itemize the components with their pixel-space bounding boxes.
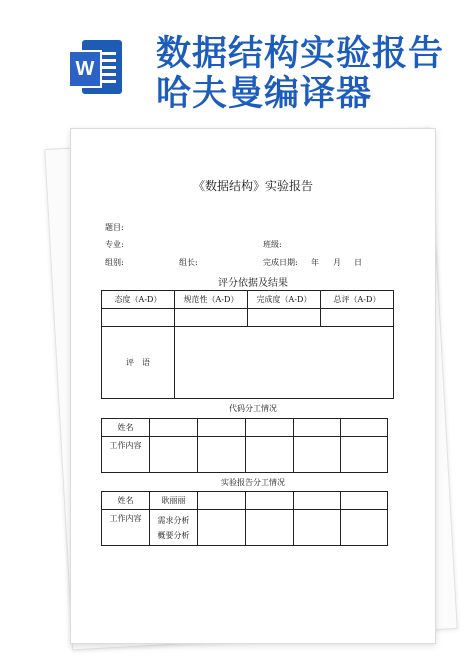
eval-header-standard: 规范性（A-D） (175, 291, 248, 309)
field-class: 班级: (263, 240, 282, 249)
code-name-label: 姓名 (102, 419, 150, 437)
field-group: 组别: (105, 258, 124, 267)
eval-header-completion: 完成度（A-D） (248, 291, 321, 309)
evaluation-table (101, 290, 394, 399)
report-division-table (101, 491, 388, 546)
code-cell (150, 437, 198, 473)
document-title: 《数据结构》实验报告 (192, 179, 313, 193)
eval-section-title: 评分依据及结果 (218, 278, 288, 289)
field-topic: 题目: (105, 223, 124, 232)
report-name-1: 耿丽丽 (150, 492, 198, 510)
code-work-label: 工作内容 (102, 437, 150, 473)
report-work-1-line1: 需求分析 (157, 515, 190, 525)
field-year: 年 (311, 258, 319, 267)
field-month: 月 (333, 258, 341, 267)
eval-cell (248, 309, 321, 327)
comment-cell (175, 327, 394, 399)
report-work-1 (150, 510, 198, 546)
report-cell (341, 510, 388, 546)
table-row (102, 510, 388, 546)
eval-cell (102, 309, 175, 327)
table-row (102, 327, 394, 399)
code-cell (198, 437, 246, 473)
table-row (102, 309, 394, 327)
report-work-1-line2: 概要分析 (157, 530, 190, 540)
header-title: 数据结构实验报告 (156, 33, 445, 74)
report-cell (198, 510, 246, 546)
header-subtitle: 哈夫曼编译器 (156, 73, 373, 114)
eval-header-overall: 总评（A-D） (321, 291, 394, 309)
table-row (102, 419, 388, 437)
code-cell (294, 437, 341, 473)
report-cell (341, 492, 388, 510)
field-date: 完成日期: (263, 258, 298, 267)
document-page (70, 128, 436, 644)
report-cell (294, 510, 341, 546)
code-section-title: 代码分工情况 (229, 404, 277, 413)
word-badge: W (68, 50, 102, 88)
code-cell (341, 437, 388, 473)
report-section-title: 实验报告分工情况 (221, 478, 285, 487)
code-cell (198, 419, 246, 437)
word-icon (68, 40, 124, 96)
field-leader: 组长: (179, 258, 198, 267)
table-row (102, 291, 394, 309)
report-cell (246, 492, 294, 510)
report-name-label: 姓名 (102, 492, 150, 510)
field-major: 专业: (105, 240, 124, 249)
code-cell (246, 419, 294, 437)
table-row (102, 437, 388, 473)
report-cell (294, 492, 341, 510)
field-day: 日 (354, 258, 362, 267)
comment-label: 评 语 (102, 327, 175, 399)
table-row (102, 492, 388, 510)
report-work-label: 工作内容 (102, 510, 150, 546)
eval-cell (321, 309, 394, 327)
code-division-table (101, 418, 388, 473)
eval-cell (175, 309, 248, 327)
code-cell (341, 419, 388, 437)
report-cell (246, 510, 294, 546)
report-cell (198, 492, 246, 510)
eval-header-attitude: 态度（A-D） (102, 291, 175, 309)
code-cell (150, 419, 198, 437)
code-cell (294, 419, 341, 437)
code-cell (246, 437, 294, 473)
